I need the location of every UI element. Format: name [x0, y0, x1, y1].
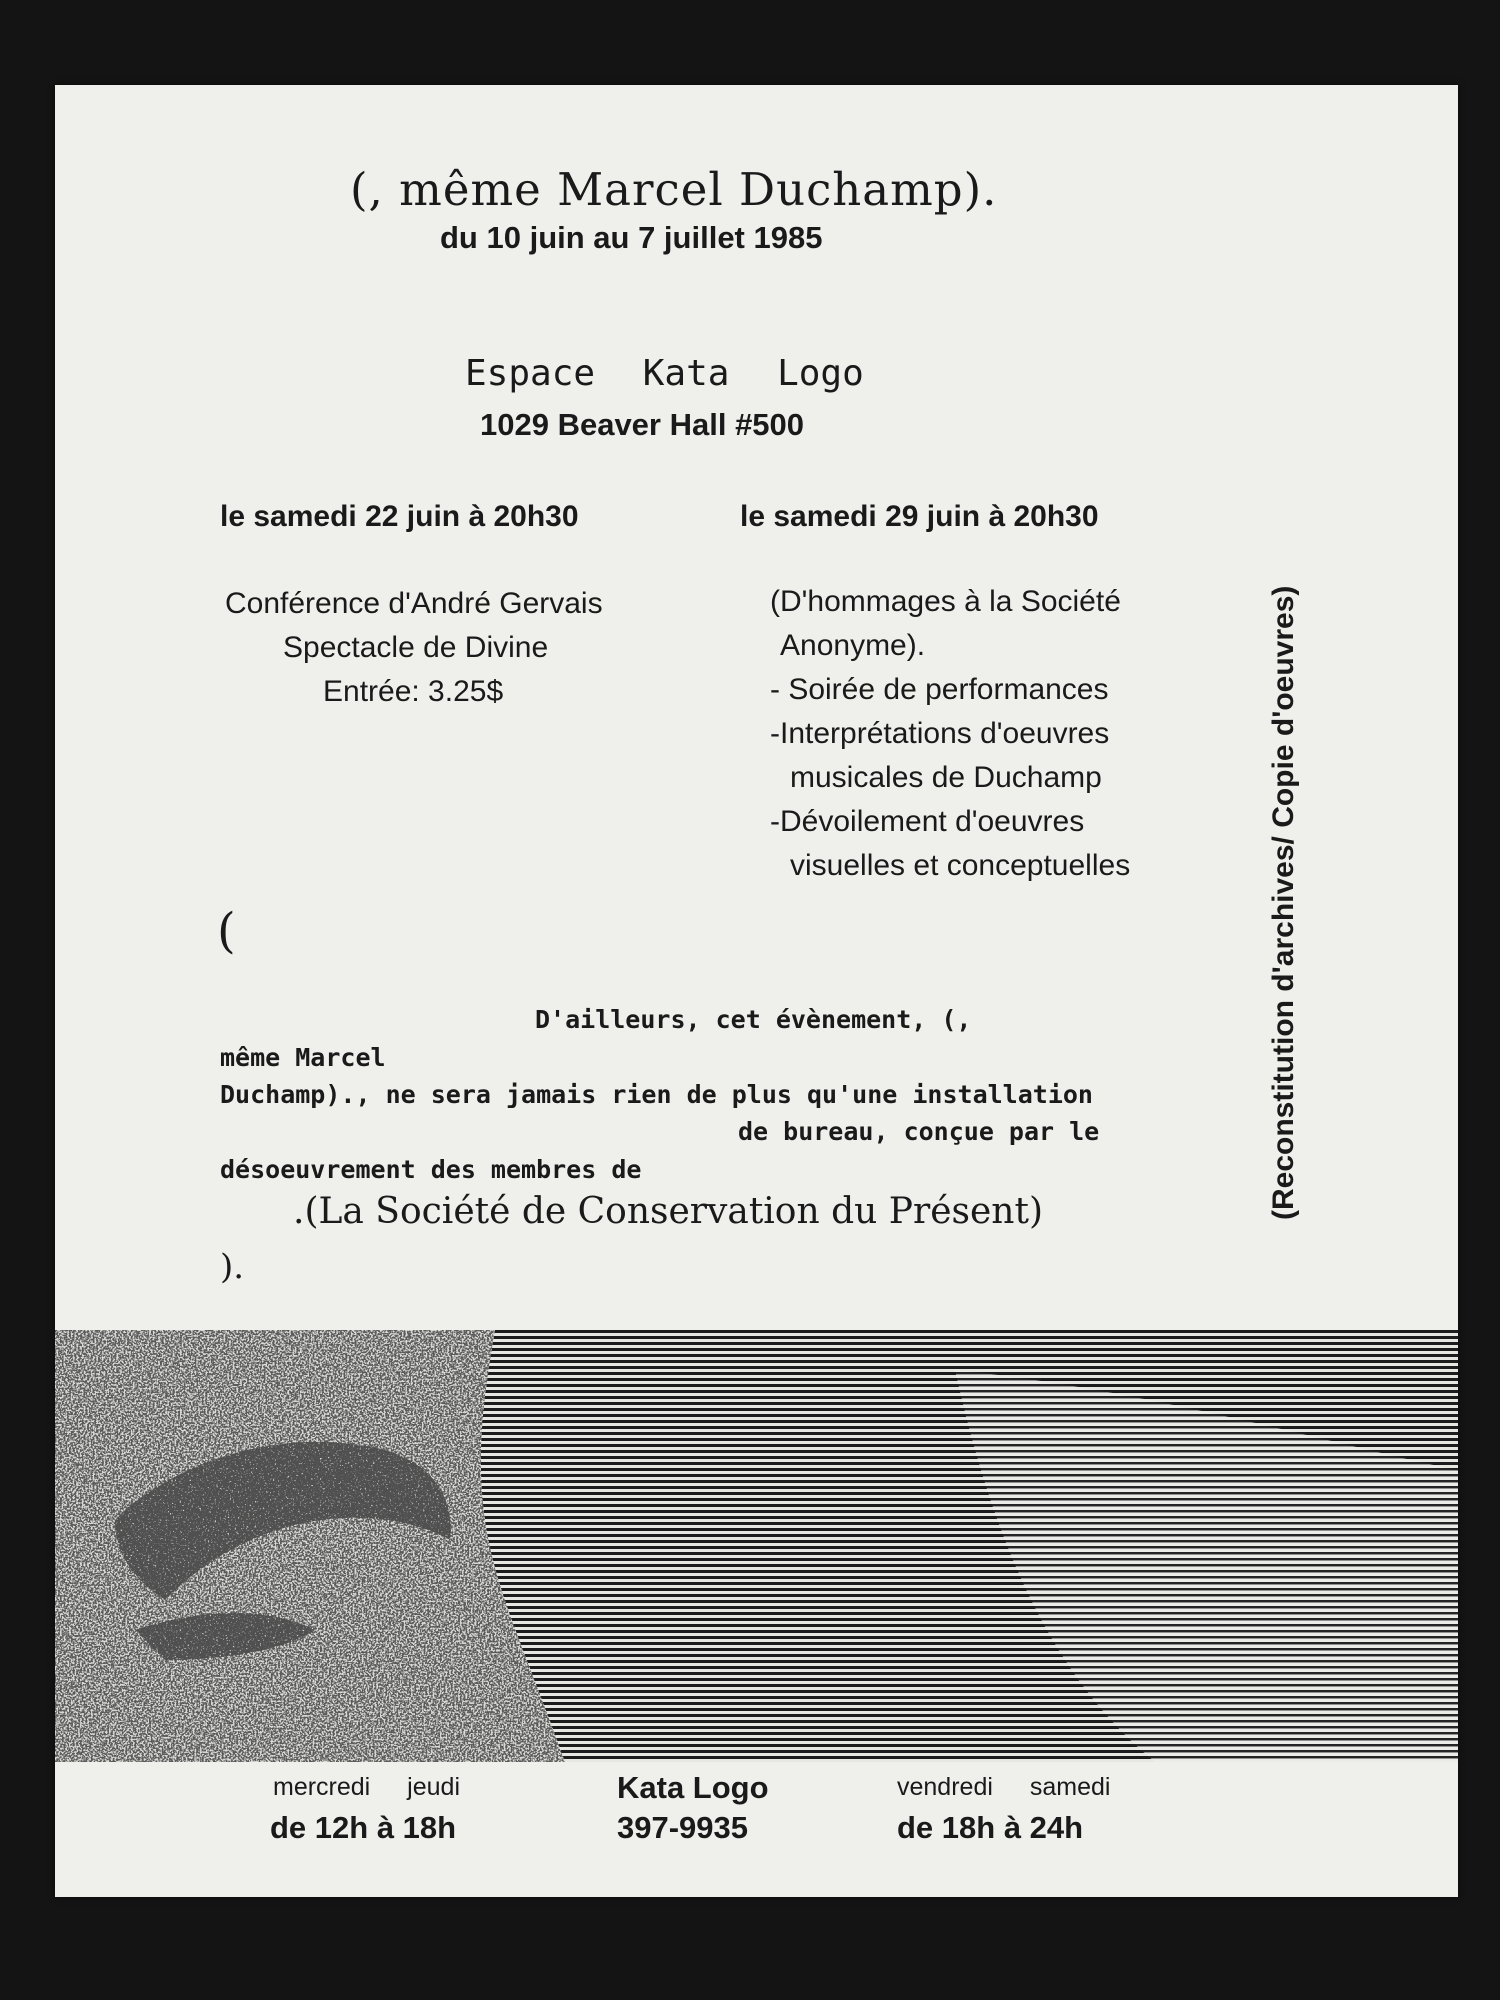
- paragraph-line: même Marcel: [220, 1043, 386, 1072]
- venue-address: 1029 Beaver Hall #500: [480, 407, 805, 442]
- event-1-line: Spectacle de Divine: [283, 631, 549, 664]
- paragraph-line: Duchamp)., ne sera jamais rien de plus qu'une installation: [220, 1080, 1093, 1109]
- footer-phone-number: 397-9935: [617, 1810, 749, 1845]
- footer-left-hours: de 12h à 18h: [270, 1810, 457, 1845]
- footer-left-days: mercredi jeudi: [273, 1773, 461, 1801]
- event-2-line: (D'hommages à la Société: [770, 585, 1121, 618]
- event-2-line: -Dévoilement d'oeuvres: [770, 805, 1085, 838]
- flyer-title: (, même Marcel Duchamp).: [350, 163, 998, 216]
- paragraph-line: de bureau, conçue par le: [738, 1117, 1100, 1146]
- exhibition-dates: du 10 juin au 7 juillet 1985: [440, 220, 823, 255]
- paragraph-line: désoeuvrement des membres de: [220, 1155, 642, 1184]
- event-1-line: Entrée: 3.25$: [323, 675, 504, 708]
- event-1-line: Conférence d'André Gervais: [225, 587, 603, 620]
- flyer-sheet: [55, 85, 1458, 1897]
- event-2-line: - Soirée de performances: [770, 673, 1109, 706]
- footer-gallery-name: Kata Logo: [617, 1770, 769, 1805]
- open-parenthesis: (: [217, 903, 236, 959]
- vertical-side-note: (Reconstitution d'archives/ Copie d'oeuvres): [1267, 585, 1300, 1220]
- paragraph-line: D'ailleurs, cet évènement, (,: [535, 1005, 972, 1034]
- close-parenthesis: ).: [220, 1247, 245, 1287]
- footer-right-hours: de 18h à 24h: [897, 1810, 1084, 1845]
- event-2-line: -Interprétations d'oeuvres: [770, 717, 1110, 750]
- society-name: .(La Société de Conservation du Présent): [293, 1191, 1043, 1232]
- event-2-line: visuelles et conceptuelles: [790, 849, 1131, 882]
- event-2-line: musicales de Duchamp: [790, 761, 1102, 794]
- venue-name: Espace Kata Logo: [465, 353, 864, 394]
- event-2-heading: le samedi 29 juin à 20h30: [740, 500, 1099, 533]
- event-2-line: Anonyme).: [780, 629, 926, 662]
- halftone-photo: [55, 1330, 1458, 1762]
- footer-right-days: vendredi samedi: [897, 1773, 1111, 1801]
- event-1-heading: le samedi 22 juin à 20h30: [220, 500, 579, 533]
